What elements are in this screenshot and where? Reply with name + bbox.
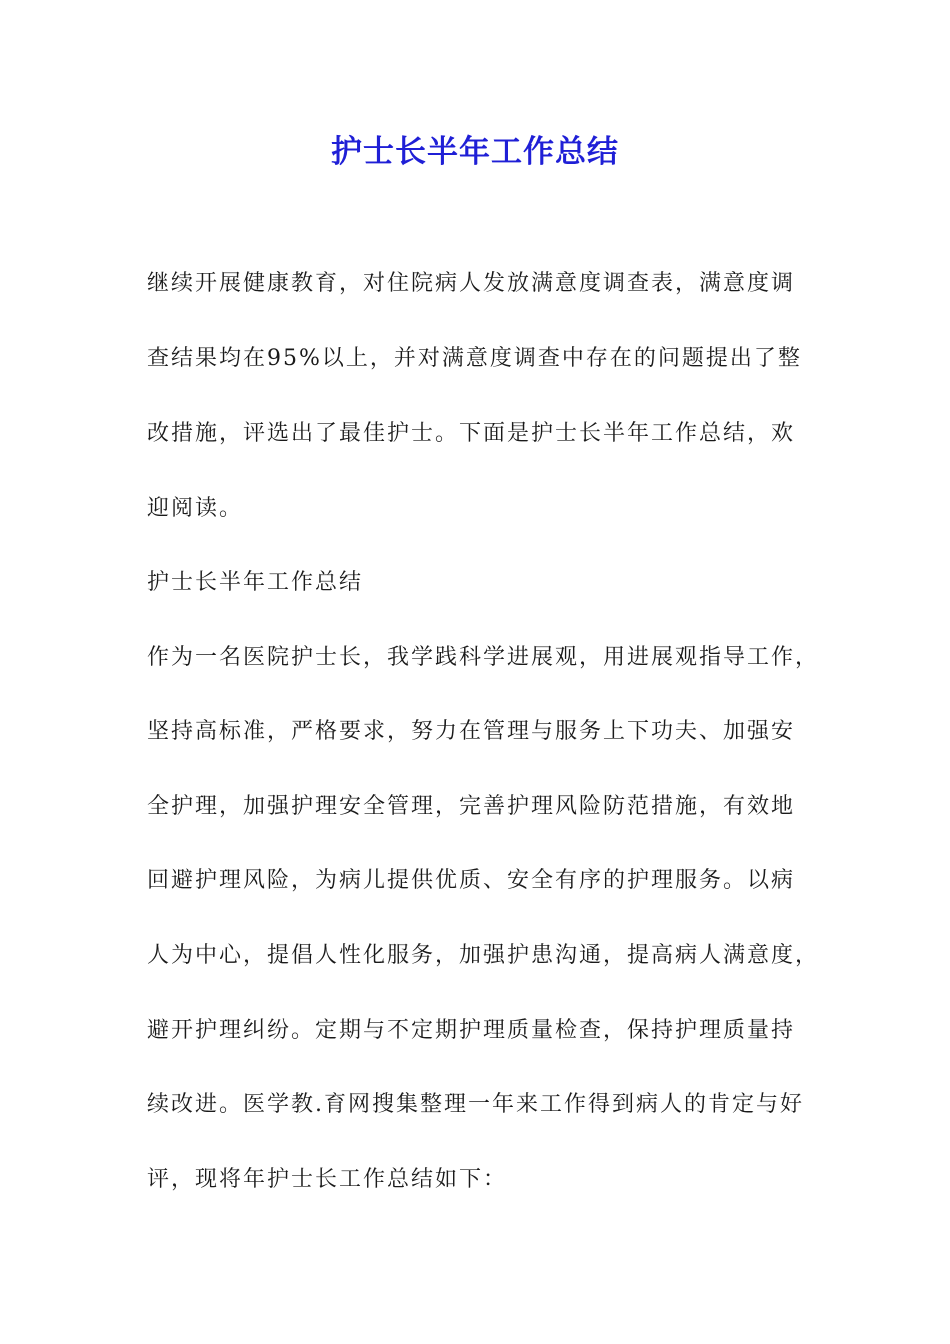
body-line-7: 续改进。医学教.育网搜集整理一年来工作得到病人的肯定与好 [147,1092,804,1117]
body-line-2: 坚持高标准，严格要求，努力在管理与服务上下功夫、加强安 [147,719,796,744]
intro-line-1: 继续开展健康教育，对住院病人发放满意度调查表，满意度调 [147,271,796,296]
body-line-1: 作为一名医院护士长，我学践科学进展观，用进展观指导工作， [147,645,820,670]
intro-line-3: 改措施，评选出了最佳护士。下面是护士长半年工作总结，欢 [147,421,796,446]
body-line-4: 回避护理风险，为病儿提供优质、安全有序的护理服务。以病 [147,868,796,893]
body-line-6: 避开护理纠纷。定期与不定期护理质量检查，保持护理质量持 [147,1018,796,1043]
body-line-5: 人为中心，提倡人性化服务，加强护患沟通，提高病人满意度， [147,943,820,968]
document-title: 护士长半年工作总结 [331,134,619,170]
intro-line-4: 迎阅读。 [147,496,244,521]
body-line-3: 全护理，加强护理安全管理，完善护理风险防范措施，有效地 [147,794,796,819]
body-line-8: 评，现将年护士长工作总结如下： [147,1167,508,1192]
section-subheading: 护士长半年工作总结 [147,570,364,595]
intro-line-2: 查结果均在95%以上，并对满意度调查中存在的问题提出了整 [147,346,802,371]
